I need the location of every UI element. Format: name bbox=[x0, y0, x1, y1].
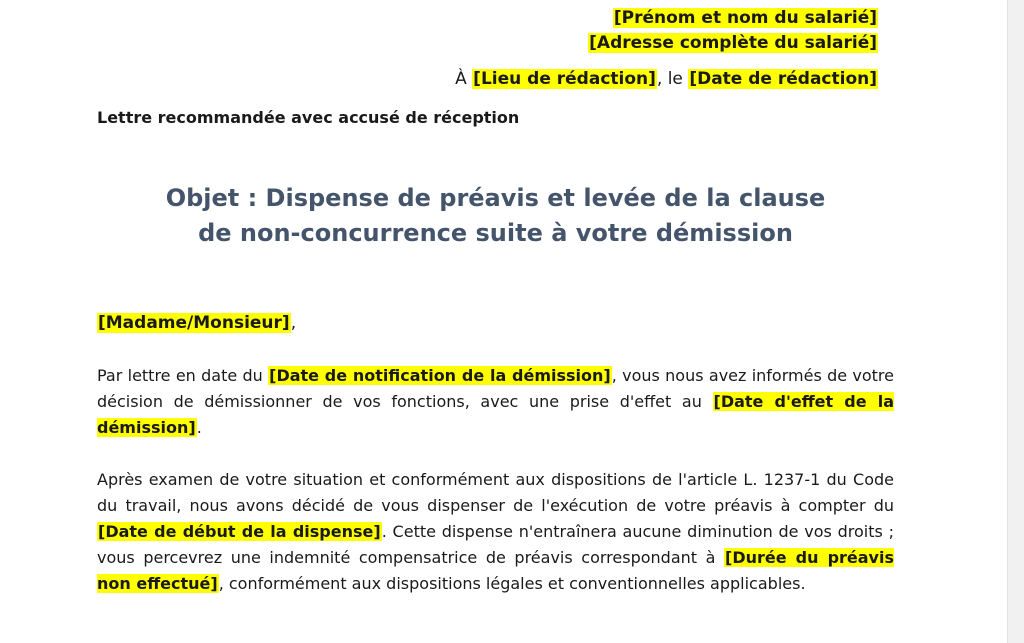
sender-address-placeholder[interactable]: [Adresse complète du salarié] bbox=[589, 33, 877, 53]
paragraph1-text-2: , vous nous avez informés de votre décision de démissionner de vos fonctions, avec une prise d'effet au bbox=[97, 366, 894, 411]
place-placeholder[interactable]: [Lieu de rédaction] bbox=[473, 69, 656, 89]
paragraph2-text-3: , conformément aux dispositions légales et conventionnelles applicables. bbox=[218, 574, 806, 593]
paragraph2-text-1: Après examen de votre situation et conformément aux dispositions de l'article L. 1237-1 du Code du travail, nous avons décidé de vous dispenser de l'exécution de votre préavis à compter du bbox=[97, 470, 894, 515]
sender-name-line bbox=[588, 6, 878, 31]
paragraph1-text-3: . bbox=[196, 418, 202, 437]
resignation-effective-date-placeholder[interactable]: [Date d'effet de la démission] bbox=[97, 392, 894, 437]
sender-block bbox=[588, 6, 878, 56]
vertical-scrollbar[interactable] bbox=[1007, 0, 1024, 643]
resignation-notification-date-placeholder[interactable]: [Date de notification de la démission] bbox=[269, 366, 611, 385]
subject-heading bbox=[97, 181, 894, 251]
notice-duration-placeholder[interactable]: [Durée du préavis non effectué] bbox=[97, 548, 894, 593]
exemption-start-date-placeholder[interactable]: [Date de début de la dispense] bbox=[98, 522, 381, 541]
paragraph1-text-1: Par lettre en date du bbox=[97, 366, 269, 385]
paragraph2-text-2: . Cette dispense n'entraînera aucune diminution de vos droits ; vous percevrez une indemnité compensatrice de préavis correspondant à bbox=[97, 522, 895, 567]
subject-line-2: de non-concurrence suite à votre démission bbox=[198, 219, 793, 247]
paragraph-notice-exemption bbox=[97, 467, 894, 597]
salutation bbox=[97, 311, 296, 336]
salutation-placeholder[interactable]: [Madame/Monsieur] bbox=[98, 313, 290, 333]
date-separator: , le bbox=[656, 69, 689, 89]
place-date-line bbox=[455, 66, 878, 92]
sender-address-line bbox=[588, 31, 878, 56]
date-placeholder[interactable]: [Date de rédaction] bbox=[689, 69, 877, 89]
subject-line-1: Objet : Dispense de préavis et levée de la clause bbox=[165, 184, 826, 212]
salutation-suffix: , bbox=[290, 313, 297, 333]
sender-name-placeholder[interactable]: [Prénom et nom du salarié] bbox=[613, 8, 877, 28]
place-prefix: À bbox=[455, 69, 473, 89]
recommended-mail-line: Lettre recommandée avec accusé de réception bbox=[97, 108, 520, 127]
paragraph-resignation-notice bbox=[97, 363, 894, 441]
